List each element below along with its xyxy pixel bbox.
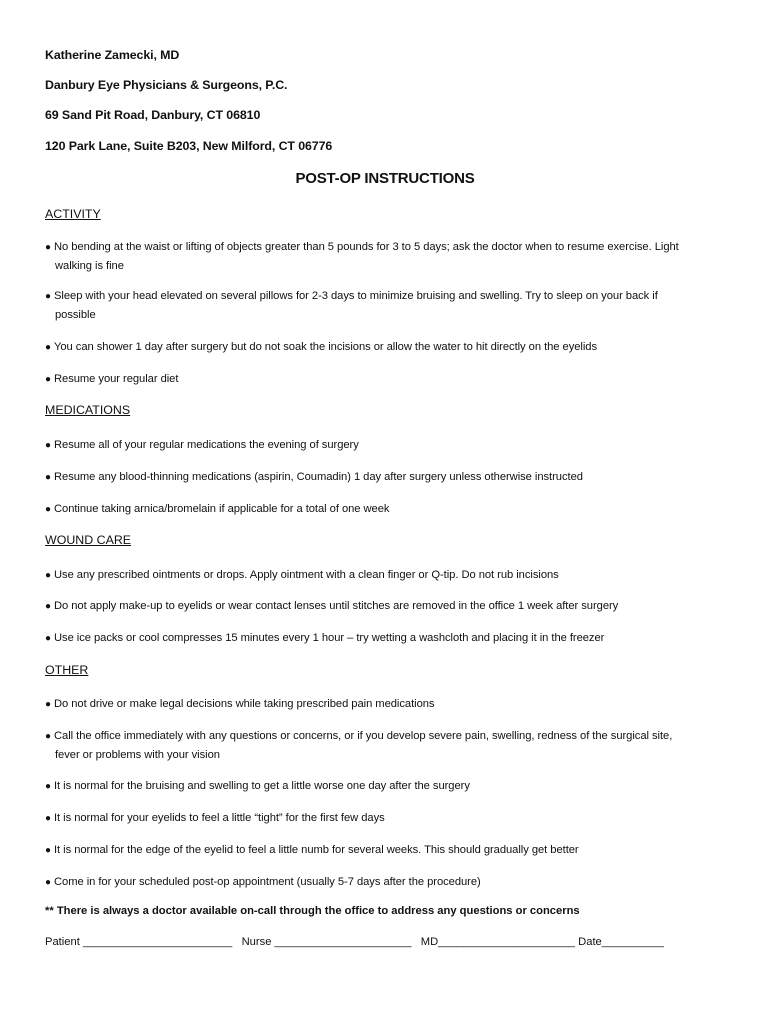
bullet: ● [45,291,51,302]
bullet: ● [45,342,51,353]
address-danbury: 69 Sand Pit Road, Danbury, CT 06810 [45,108,261,122]
medications-item-3 [45,500,715,519]
bullet: ● [45,845,51,856]
other-item-1 [45,695,715,714]
practice-name: Danbury Eye Physicians & Surgeons, P.C. [45,78,288,92]
activity-item-4 [45,370,715,389]
item-text-continued: fever or problems with your vision [55,749,220,761]
wound-care-item-2 [45,597,715,616]
bullet: ● [45,570,51,581]
bullet: ● [45,242,51,253]
section-heading-other: OTHER [45,663,89,677]
bullet: ● [45,813,51,824]
bullet: ● [45,504,51,515]
bullet: ● [45,374,51,385]
section-heading-medications: MEDICATIONS [45,403,131,417]
item-text: Use any prescribed ointments or drops. Apply ointment with a clean finger or Q-tip. Do not rub incisions [54,569,559,581]
item-text: Call the office immediately with any questions or concerns, or if you develop severe pain, swelling, redness of the surgical site, [54,730,673,742]
item-text: It is normal for the edge of the eyelid to feel a little numb for several weeks. This should gradually get better [54,844,579,856]
activity-item-2 [45,287,715,325]
item-text: Come in for your scheduled post-op appointment (usually 5-7 days after the procedure) [54,876,481,888]
item-text: Sleep with your head elevated on several pillows for 2-3 days to minimize bruising and swelling. Try to sleep on your back if [54,290,658,302]
item-text: No bending at the waist or lifting of objects greater than 5 pounds for 3 to 5 days; ask the doctor when to resume exercise. Light [54,241,679,253]
bullet: ● [45,781,51,792]
other-item-6 [45,873,715,892]
doctor-name: Katherine Zamecki, MD [45,48,180,62]
wound-care-item-3 [45,629,715,648]
other-item-4 [45,809,715,828]
item-text: Resume any blood-thinning medications (aspirin, Coumadin) 1 day after surgery unless otherwise instructed [54,471,583,483]
section-heading-wound-care: WOUND CARE [45,533,132,547]
wound-care-item-1 [45,566,715,585]
item-text: It is normal for your eyelids to feel a little “tight” for the first few days [54,812,385,824]
item-text: Continue taking arnica/bromelain if applicable for a total of one week [54,503,390,515]
item-text: Do not apply make-up to eyelids or wear contact lenses until stitches are removed in the office 1 week after surgery [54,600,619,612]
medications-item-1 [45,436,715,455]
bullet: ● [45,699,51,710]
bullet: ● [45,633,51,644]
bullet: ● [45,877,51,888]
bullet: ● [45,440,51,451]
bullet: ● [45,601,51,612]
bullet: ● [45,472,51,483]
other-item-5 [45,841,715,860]
item-text: Do not drive or make legal decisions while taking prescribed pain medications [54,698,435,710]
on-call-note: ** There is always a doctor available on-call through the office to address any questions or concerns [45,905,580,917]
bullet: ● [45,731,51,742]
item-text-continued: walking is fine [55,260,124,272]
activity-item-1 [45,238,715,276]
item-text: You can shower 1 day after surgery but do not soak the incisions or allow the water to hit directly on the eyelids [54,341,598,353]
item-text: Use ice packs or cool compresses 15 minutes every 1 hour – try wetting a washcloth and placing it in the freezer [54,632,605,644]
item-text: It is normal for the bruising and swelling to get a little worse one day after the surgery [54,780,470,792]
other-item-2 [45,727,715,765]
other-item-3 [45,777,715,796]
medications-item-2 [45,468,715,487]
item-text: Resume all of your regular medications the evening of surgery [54,439,359,451]
signature-line: Patient ________________________ Nurse ______________________ MD______________________ Date__________ [45,936,664,948]
section-heading-activity: ACTIVITY [45,207,101,221]
item-text: Resume your regular diet [54,373,179,385]
page-title: POST-OP INSTRUCTIONS [295,170,475,187]
address-new-milford: 120 Park Lane, Suite B203, New Milford, CT 06776 [45,139,333,153]
item-text-continued: possible [55,309,96,321]
activity-item-3 [45,338,715,357]
